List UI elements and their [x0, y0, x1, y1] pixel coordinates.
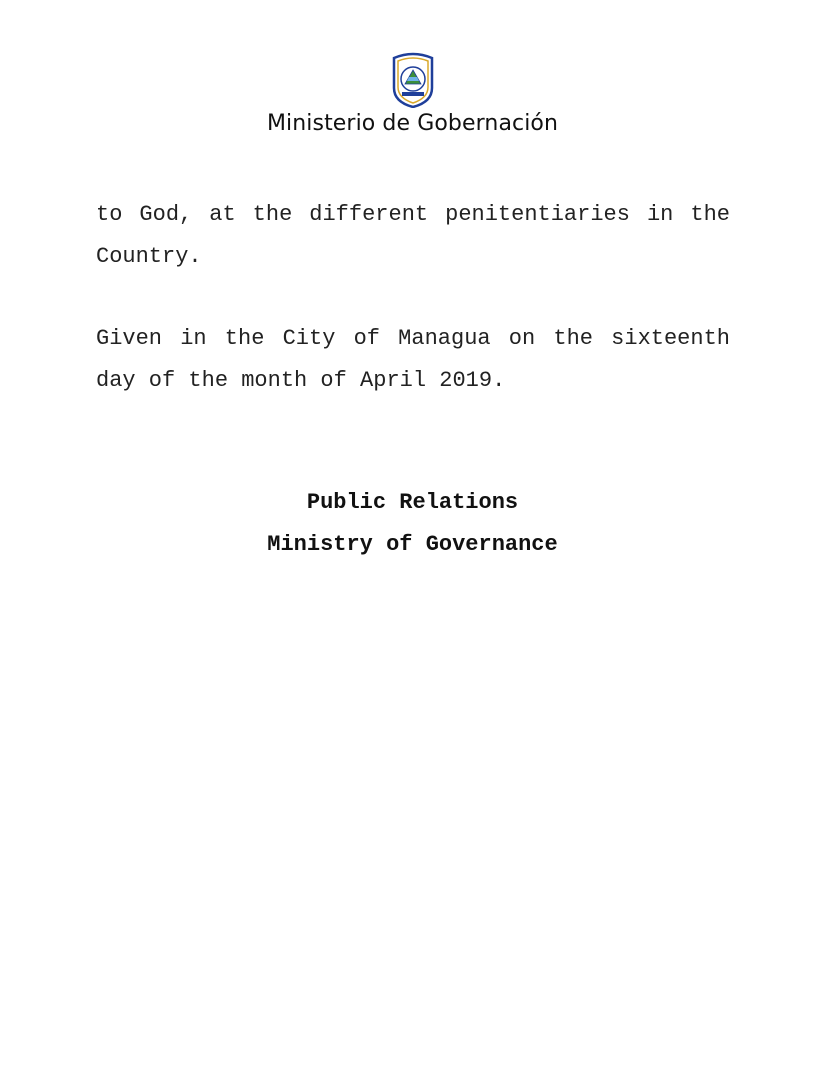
body-paragraph-2: Given in the City of Managua on the sixteenth day of the month of April 2019.	[96, 326, 730, 393]
body-paragraph-1: to God, at the different penitentiaries in the Country.	[96, 202, 730, 269]
signature-line-2: Ministry of Governance	[267, 532, 558, 557]
signature-line-1: Public Relations	[306, 490, 519, 515]
ministry-seal-icon	[390, 50, 436, 108]
letterhead	[0, 50, 825, 136]
ministry-title: Ministerio de Gobernación	[266, 111, 559, 136]
